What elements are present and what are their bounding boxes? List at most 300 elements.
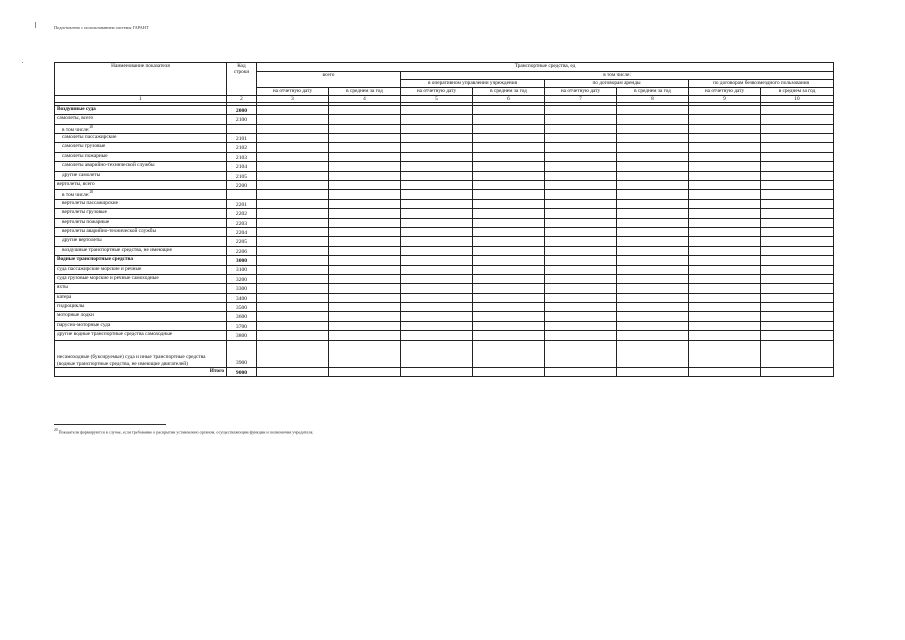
value-cell[interactable] bbox=[329, 265, 401, 274]
value-cell[interactable] bbox=[545, 227, 617, 236]
value-cell[interactable] bbox=[617, 105, 689, 114]
footnote-text: Показатели формируются в случае, если требование о раскрытии установлено органом, осуществляющим функции и полномочия учредителя. bbox=[58, 429, 314, 435]
value-cell[interactable] bbox=[617, 218, 689, 227]
row-name bbox=[55, 246, 227, 255]
value-cell[interactable] bbox=[401, 134, 473, 143]
value-cell[interactable] bbox=[689, 265, 761, 274]
value-cell[interactable] bbox=[401, 209, 473, 218]
value-cell[interactable] bbox=[545, 265, 617, 274]
value-cell[interactable] bbox=[473, 199, 545, 208]
value-cell[interactable] bbox=[617, 237, 689, 246]
value-cell[interactable] bbox=[257, 246, 329, 255]
value-cell[interactable] bbox=[473, 367, 545, 376]
value-cell[interactable] bbox=[545, 274, 617, 283]
value-cell[interactable] bbox=[545, 237, 617, 246]
row-name bbox=[55, 312, 227, 321]
value-cell[interactable] bbox=[617, 312, 689, 321]
value-cell[interactable] bbox=[761, 331, 834, 340]
value-cell[interactable] bbox=[257, 367, 329, 376]
value-cell[interactable] bbox=[545, 143, 617, 152]
value-cell[interactable] bbox=[761, 237, 834, 246]
value-cell[interactable] bbox=[761, 115, 834, 124]
value-cell[interactable] bbox=[545, 367, 617, 376]
value-cell[interactable] bbox=[617, 321, 689, 330]
value-cell[interactable] bbox=[257, 340, 329, 367]
value-cell[interactable] bbox=[257, 162, 329, 171]
value-cell[interactable] bbox=[473, 143, 545, 152]
value-cell[interactable] bbox=[689, 115, 761, 124]
row-name bbox=[55, 115, 227, 124]
value-cell[interactable] bbox=[617, 256, 689, 265]
value-cell[interactable] bbox=[617, 124, 689, 133]
value-cell[interactable] bbox=[689, 181, 761, 190]
value-cell[interactable] bbox=[257, 190, 329, 199]
table-row bbox=[55, 265, 834, 274]
value-cell[interactable] bbox=[689, 105, 761, 114]
value-cell[interactable] bbox=[617, 190, 689, 199]
value-cell[interactable] bbox=[257, 256, 329, 265]
rent-header: по договорам аренды bbox=[545, 80, 689, 88]
value-cell[interactable] bbox=[617, 340, 689, 367]
row-name bbox=[55, 367, 227, 376]
row-name-text: другие самолеты bbox=[62, 171, 101, 178]
value-cell[interactable] bbox=[401, 143, 473, 152]
value-cell[interactable] bbox=[617, 162, 689, 171]
value-cell[interactable] bbox=[257, 303, 329, 312]
value-cell[interactable] bbox=[473, 331, 545, 340]
value-cell[interactable] bbox=[473, 227, 545, 236]
value-cell[interactable] bbox=[257, 331, 329, 340]
value-cell[interactable] bbox=[329, 303, 401, 312]
table-row bbox=[55, 340, 834, 367]
value-cell[interactable] bbox=[545, 171, 617, 180]
value-cell[interactable] bbox=[401, 331, 473, 340]
col-name-header: Наименование показателя bbox=[55, 63, 227, 96]
value-cell[interactable] bbox=[617, 199, 689, 208]
value-cell[interactable] bbox=[401, 171, 473, 180]
value-cell[interactable] bbox=[761, 367, 834, 376]
value-cell[interactable] bbox=[545, 209, 617, 218]
value-cell[interactable] bbox=[545, 162, 617, 171]
value-cell[interactable] bbox=[329, 321, 401, 330]
row-name bbox=[55, 265, 227, 274]
value-cell[interactable] bbox=[617, 181, 689, 190]
value-cell[interactable] bbox=[329, 181, 401, 190]
value-cell[interactable] bbox=[545, 256, 617, 265]
value-cell[interactable] bbox=[689, 218, 761, 227]
value-cell[interactable] bbox=[257, 143, 329, 152]
value-cell[interactable] bbox=[545, 303, 617, 312]
incl-header: в том числе: bbox=[401, 72, 834, 80]
row-name-text: яхты bbox=[57, 284, 68, 291]
value-cell[interactable] bbox=[473, 256, 545, 265]
value-cell[interactable] bbox=[761, 227, 834, 236]
value-cell[interactable] bbox=[545, 115, 617, 124]
value-cell[interactable] bbox=[761, 303, 834, 312]
value-cell[interactable] bbox=[689, 124, 761, 133]
row-name bbox=[55, 134, 227, 143]
value-cell[interactable] bbox=[401, 284, 473, 293]
footnote-ref: 20 bbox=[89, 190, 94, 195]
value-cell[interactable] bbox=[329, 218, 401, 227]
value-cell[interactable] bbox=[689, 303, 761, 312]
value-cell[interactable] bbox=[545, 124, 617, 133]
value-cell[interactable] bbox=[257, 152, 329, 161]
value-cell[interactable] bbox=[545, 284, 617, 293]
row-name-text: вертолеты пожарные bbox=[62, 218, 110, 225]
value-cell[interactable] bbox=[473, 274, 545, 283]
scan-speck bbox=[22, 62, 23, 63]
value-cell[interactable] bbox=[545, 199, 617, 208]
value-cell[interactable] bbox=[545, 312, 617, 321]
value-cell[interactable] bbox=[401, 190, 473, 199]
value-cell[interactable] bbox=[401, 218, 473, 227]
value-cell[interactable] bbox=[473, 171, 545, 180]
table-row bbox=[55, 321, 834, 330]
value-cell[interactable] bbox=[689, 312, 761, 321]
value-cell[interactable] bbox=[473, 246, 545, 255]
value-cell[interactable] bbox=[329, 209, 401, 218]
table-row bbox=[55, 124, 834, 133]
row-code: 3500 bbox=[227, 303, 257, 312]
value-cell[interactable] bbox=[761, 143, 834, 152]
row-name bbox=[55, 293, 227, 302]
value-cell[interactable] bbox=[257, 274, 329, 283]
value-cell[interactable] bbox=[257, 284, 329, 293]
value-cell[interactable] bbox=[761, 218, 834, 227]
value-cell[interactable] bbox=[617, 331, 689, 340]
value-cell[interactable] bbox=[689, 274, 761, 283]
row-name-text: вертолеты пассажирские bbox=[62, 199, 118, 206]
value-cell[interactable] bbox=[401, 340, 473, 367]
row-name-text: самолеты пассажирские bbox=[62, 134, 117, 141]
value-cell[interactable] bbox=[617, 115, 689, 124]
date-header: на отчетную дату bbox=[689, 88, 761, 96]
value-cell[interactable] bbox=[473, 134, 545, 143]
date-header: на отчетную дату bbox=[401, 88, 473, 96]
value-cell[interactable] bbox=[545, 190, 617, 199]
value-cell[interactable] bbox=[329, 367, 401, 376]
table-row bbox=[55, 303, 834, 312]
row-code: 3400 bbox=[227, 293, 257, 302]
value-cell[interactable] bbox=[761, 171, 834, 180]
value-cell[interactable] bbox=[761, 199, 834, 208]
value-cell[interactable] bbox=[689, 340, 761, 367]
table-row bbox=[55, 115, 834, 124]
row-name-text: несамоходные (буксируемые) суда и иные транспортные средства (водные транспортные средства, не имеющие двигателей) bbox=[57, 354, 206, 367]
value-cell[interactable] bbox=[545, 181, 617, 190]
value-cell[interactable] bbox=[617, 246, 689, 255]
value-cell[interactable] bbox=[761, 340, 834, 367]
value-cell[interactable] bbox=[617, 284, 689, 293]
value-cell[interactable] bbox=[257, 134, 329, 143]
footnote-ref: 20 bbox=[89, 124, 94, 129]
row-code: 2104 bbox=[227, 162, 257, 171]
value-cell[interactable] bbox=[257, 321, 329, 330]
row-code: 3100 bbox=[227, 265, 257, 274]
col-code-header: Код строки bbox=[227, 63, 257, 96]
value-cell[interactable] bbox=[473, 265, 545, 274]
value-cell[interactable] bbox=[257, 181, 329, 190]
value-cell[interactable] bbox=[473, 115, 545, 124]
value-cell[interactable] bbox=[617, 171, 689, 180]
value-cell[interactable] bbox=[761, 312, 834, 321]
value-cell[interactable] bbox=[473, 105, 545, 114]
date-header: на отчетную дату bbox=[545, 88, 617, 96]
value-cell[interactable] bbox=[689, 321, 761, 330]
table-row bbox=[55, 284, 834, 293]
row-name-text: Водные транспортные средства bbox=[57, 256, 133, 263]
value-cell[interactable] bbox=[761, 293, 834, 302]
group-header: Транспортные средства, ед bbox=[257, 63, 834, 72]
value-cell[interactable] bbox=[401, 105, 473, 114]
col-number: 3 bbox=[257, 96, 329, 103]
value-cell[interactable] bbox=[257, 115, 329, 124]
header-note: Подготовлено с использованием системы ГАРАНТ bbox=[54, 25, 149, 30]
row-name-text: Воздушные суда bbox=[57, 105, 96, 112]
value-cell[interactable] bbox=[689, 152, 761, 161]
value-cell[interactable] bbox=[329, 312, 401, 321]
value-cell[interactable] bbox=[329, 237, 401, 246]
row-name bbox=[55, 105, 227, 114]
row-code bbox=[227, 190, 257, 199]
col-number: 5 bbox=[401, 96, 473, 103]
value-cell[interactable] bbox=[689, 256, 761, 265]
footnote bbox=[54, 428, 313, 434]
col-number: 7 bbox=[545, 96, 617, 103]
value-cell[interactable] bbox=[329, 115, 401, 124]
row-name bbox=[55, 274, 227, 283]
value-cell[interactable] bbox=[761, 265, 834, 274]
row-code: 3700 bbox=[227, 321, 257, 330]
value-cell[interactable] bbox=[401, 124, 473, 133]
value-cell[interactable] bbox=[329, 331, 401, 340]
value-cell[interactable] bbox=[329, 293, 401, 302]
value-cell[interactable] bbox=[329, 152, 401, 161]
col-number: 9 bbox=[689, 96, 761, 103]
value-cell[interactable] bbox=[257, 293, 329, 302]
value-cell[interactable] bbox=[329, 134, 401, 143]
value-cell[interactable] bbox=[617, 209, 689, 218]
table-row bbox=[55, 312, 834, 321]
row-code: 2102 bbox=[227, 143, 257, 152]
row-name-text: в том числе: bbox=[62, 192, 90, 199]
value-cell[interactable] bbox=[761, 246, 834, 255]
value-cell[interactable] bbox=[689, 367, 761, 376]
row-name bbox=[55, 143, 227, 152]
value-cell[interactable] bbox=[401, 181, 473, 190]
value-cell[interactable] bbox=[401, 227, 473, 236]
value-cell[interactable] bbox=[257, 124, 329, 133]
value-cell[interactable] bbox=[545, 152, 617, 161]
row-name bbox=[55, 199, 227, 208]
row-code: 2203 bbox=[227, 218, 257, 227]
value-cell[interactable] bbox=[761, 321, 834, 330]
row-code: 3200 bbox=[227, 274, 257, 283]
value-cell[interactable] bbox=[257, 105, 329, 114]
value-cell[interactable] bbox=[257, 218, 329, 227]
value-cell[interactable] bbox=[761, 134, 834, 143]
value-cell[interactable] bbox=[545, 134, 617, 143]
value-cell[interactable] bbox=[329, 105, 401, 114]
row-name-text: моторные лодки bbox=[57, 312, 94, 319]
value-cell[interactable] bbox=[617, 303, 689, 312]
value-cell[interactable] bbox=[473, 303, 545, 312]
row-name bbox=[55, 162, 227, 171]
value-cell[interactable] bbox=[761, 124, 834, 133]
value-cell[interactable] bbox=[257, 312, 329, 321]
value-cell[interactable] bbox=[329, 256, 401, 265]
row-code: 2000 bbox=[227, 105, 257, 114]
value-cell[interactable] bbox=[473, 190, 545, 199]
value-cell[interactable] bbox=[473, 218, 545, 227]
value-cell[interactable] bbox=[689, 199, 761, 208]
value-cell[interactable] bbox=[401, 199, 473, 208]
value-cell[interactable] bbox=[689, 293, 761, 302]
row-name-text: суда грузовые морские и речные самоходные bbox=[57, 274, 159, 281]
value-cell[interactable] bbox=[617, 227, 689, 236]
table-row bbox=[55, 246, 834, 255]
value-cell[interactable] bbox=[473, 162, 545, 171]
value-cell[interactable] bbox=[689, 227, 761, 236]
row-name bbox=[55, 321, 227, 330]
row-name bbox=[55, 218, 227, 227]
row-code: 2101 bbox=[227, 134, 257, 143]
value-cell[interactable] bbox=[761, 181, 834, 190]
value-cell[interactable] bbox=[473, 321, 545, 330]
value-cell[interactable] bbox=[329, 227, 401, 236]
value-cell[interactable] bbox=[689, 209, 761, 218]
value-cell[interactable] bbox=[257, 265, 329, 274]
value-cell[interactable] bbox=[545, 105, 617, 114]
table-row bbox=[55, 143, 834, 152]
value-cell[interactable] bbox=[545, 331, 617, 340]
value-cell[interactable] bbox=[257, 227, 329, 236]
value-cell[interactable] bbox=[329, 124, 401, 133]
value-cell[interactable] bbox=[761, 190, 834, 199]
value-cell[interactable] bbox=[473, 340, 545, 367]
value-cell[interactable] bbox=[545, 293, 617, 302]
value-cell[interactable] bbox=[401, 246, 473, 255]
value-cell[interactable] bbox=[473, 293, 545, 302]
oper-header: в оперативном управлении учреждения bbox=[401, 80, 545, 88]
value-cell[interactable] bbox=[257, 209, 329, 218]
value-cell[interactable] bbox=[401, 152, 473, 161]
row-name-text: Итого bbox=[209, 367, 224, 374]
value-cell[interactable] bbox=[329, 274, 401, 283]
value-cell[interactable] bbox=[689, 162, 761, 171]
value-cell[interactable] bbox=[329, 190, 401, 199]
row-code: 3000 bbox=[227, 256, 257, 265]
table-row bbox=[55, 237, 834, 246]
row-code: 2200 bbox=[227, 181, 257, 190]
value-cell[interactable] bbox=[617, 367, 689, 376]
value-cell[interactable] bbox=[401, 265, 473, 274]
value-cell[interactable] bbox=[689, 331, 761, 340]
col-number: 1 bbox=[55, 96, 227, 103]
value-cell[interactable] bbox=[617, 274, 689, 283]
row-code: 2205 bbox=[227, 237, 257, 246]
value-cell[interactable] bbox=[401, 367, 473, 376]
value-cell[interactable] bbox=[329, 162, 401, 171]
value-cell[interactable] bbox=[545, 340, 617, 367]
row-code: 2204 bbox=[227, 227, 257, 236]
value-cell[interactable] bbox=[401, 256, 473, 265]
row-name-text: самолеты, всего bbox=[57, 115, 94, 122]
value-cell[interactable] bbox=[401, 321, 473, 330]
table-row bbox=[55, 218, 834, 227]
table-row bbox=[55, 171, 834, 180]
value-cell[interactable] bbox=[257, 171, 329, 180]
value-cell[interactable] bbox=[329, 171, 401, 180]
value-cell[interactable] bbox=[401, 312, 473, 321]
value-cell[interactable] bbox=[761, 152, 834, 161]
value-cell[interactable] bbox=[689, 171, 761, 180]
date-header: на отчетную дату bbox=[257, 88, 329, 96]
value-cell[interactable] bbox=[689, 284, 761, 293]
value-cell[interactable] bbox=[761, 256, 834, 265]
value-cell[interactable] bbox=[617, 293, 689, 302]
value-cell[interactable] bbox=[473, 237, 545, 246]
value-cell[interactable] bbox=[401, 303, 473, 312]
value-cell[interactable] bbox=[761, 105, 834, 114]
value-cell[interactable] bbox=[401, 274, 473, 283]
value-cell[interactable] bbox=[473, 181, 545, 190]
col-number: 4 bbox=[329, 96, 401, 103]
value-cell[interactable] bbox=[257, 237, 329, 246]
value-cell[interactable] bbox=[473, 124, 545, 133]
row-name-text: воздушные транспортные средства, не имеющие bbox=[62, 246, 172, 253]
value-cell[interactable] bbox=[401, 115, 473, 124]
value-cell[interactable] bbox=[473, 152, 545, 161]
value-cell[interactable] bbox=[689, 237, 761, 246]
value-cell[interactable] bbox=[689, 246, 761, 255]
table-row bbox=[55, 190, 834, 199]
value-cell[interactable] bbox=[473, 209, 545, 218]
value-cell[interactable] bbox=[545, 218, 617, 227]
value-cell[interactable] bbox=[617, 152, 689, 161]
value-cell[interactable] bbox=[545, 246, 617, 255]
footnote-separator bbox=[54, 424, 166, 425]
value-cell[interactable] bbox=[329, 246, 401, 255]
table-row bbox=[55, 256, 834, 265]
value-cell[interactable] bbox=[401, 293, 473, 302]
value-cell[interactable] bbox=[329, 143, 401, 152]
value-cell[interactable] bbox=[761, 284, 834, 293]
value-cell[interactable] bbox=[761, 209, 834, 218]
value-cell[interactable] bbox=[401, 162, 473, 171]
row-code: 2201 bbox=[227, 199, 257, 208]
value-cell[interactable] bbox=[329, 340, 401, 367]
value-cell[interactable] bbox=[689, 190, 761, 199]
value-cell[interactable] bbox=[617, 143, 689, 152]
value-cell[interactable] bbox=[617, 134, 689, 143]
value-cell[interactable] bbox=[401, 237, 473, 246]
value-cell[interactable] bbox=[329, 199, 401, 208]
value-cell[interactable] bbox=[761, 162, 834, 171]
row-code: 2105 bbox=[227, 171, 257, 180]
value-cell[interactable] bbox=[689, 134, 761, 143]
value-cell[interactable] bbox=[329, 284, 401, 293]
avg-header: в среднем за год bbox=[761, 88, 834, 96]
value-cell[interactable] bbox=[761, 274, 834, 283]
value-cell[interactable] bbox=[257, 199, 329, 208]
value-cell[interactable] bbox=[689, 143, 761, 152]
value-cell[interactable] bbox=[473, 312, 545, 321]
value-cell[interactable] bbox=[473, 284, 545, 293]
value-cell[interactable] bbox=[617, 265, 689, 274]
value-cell[interactable] bbox=[545, 321, 617, 330]
